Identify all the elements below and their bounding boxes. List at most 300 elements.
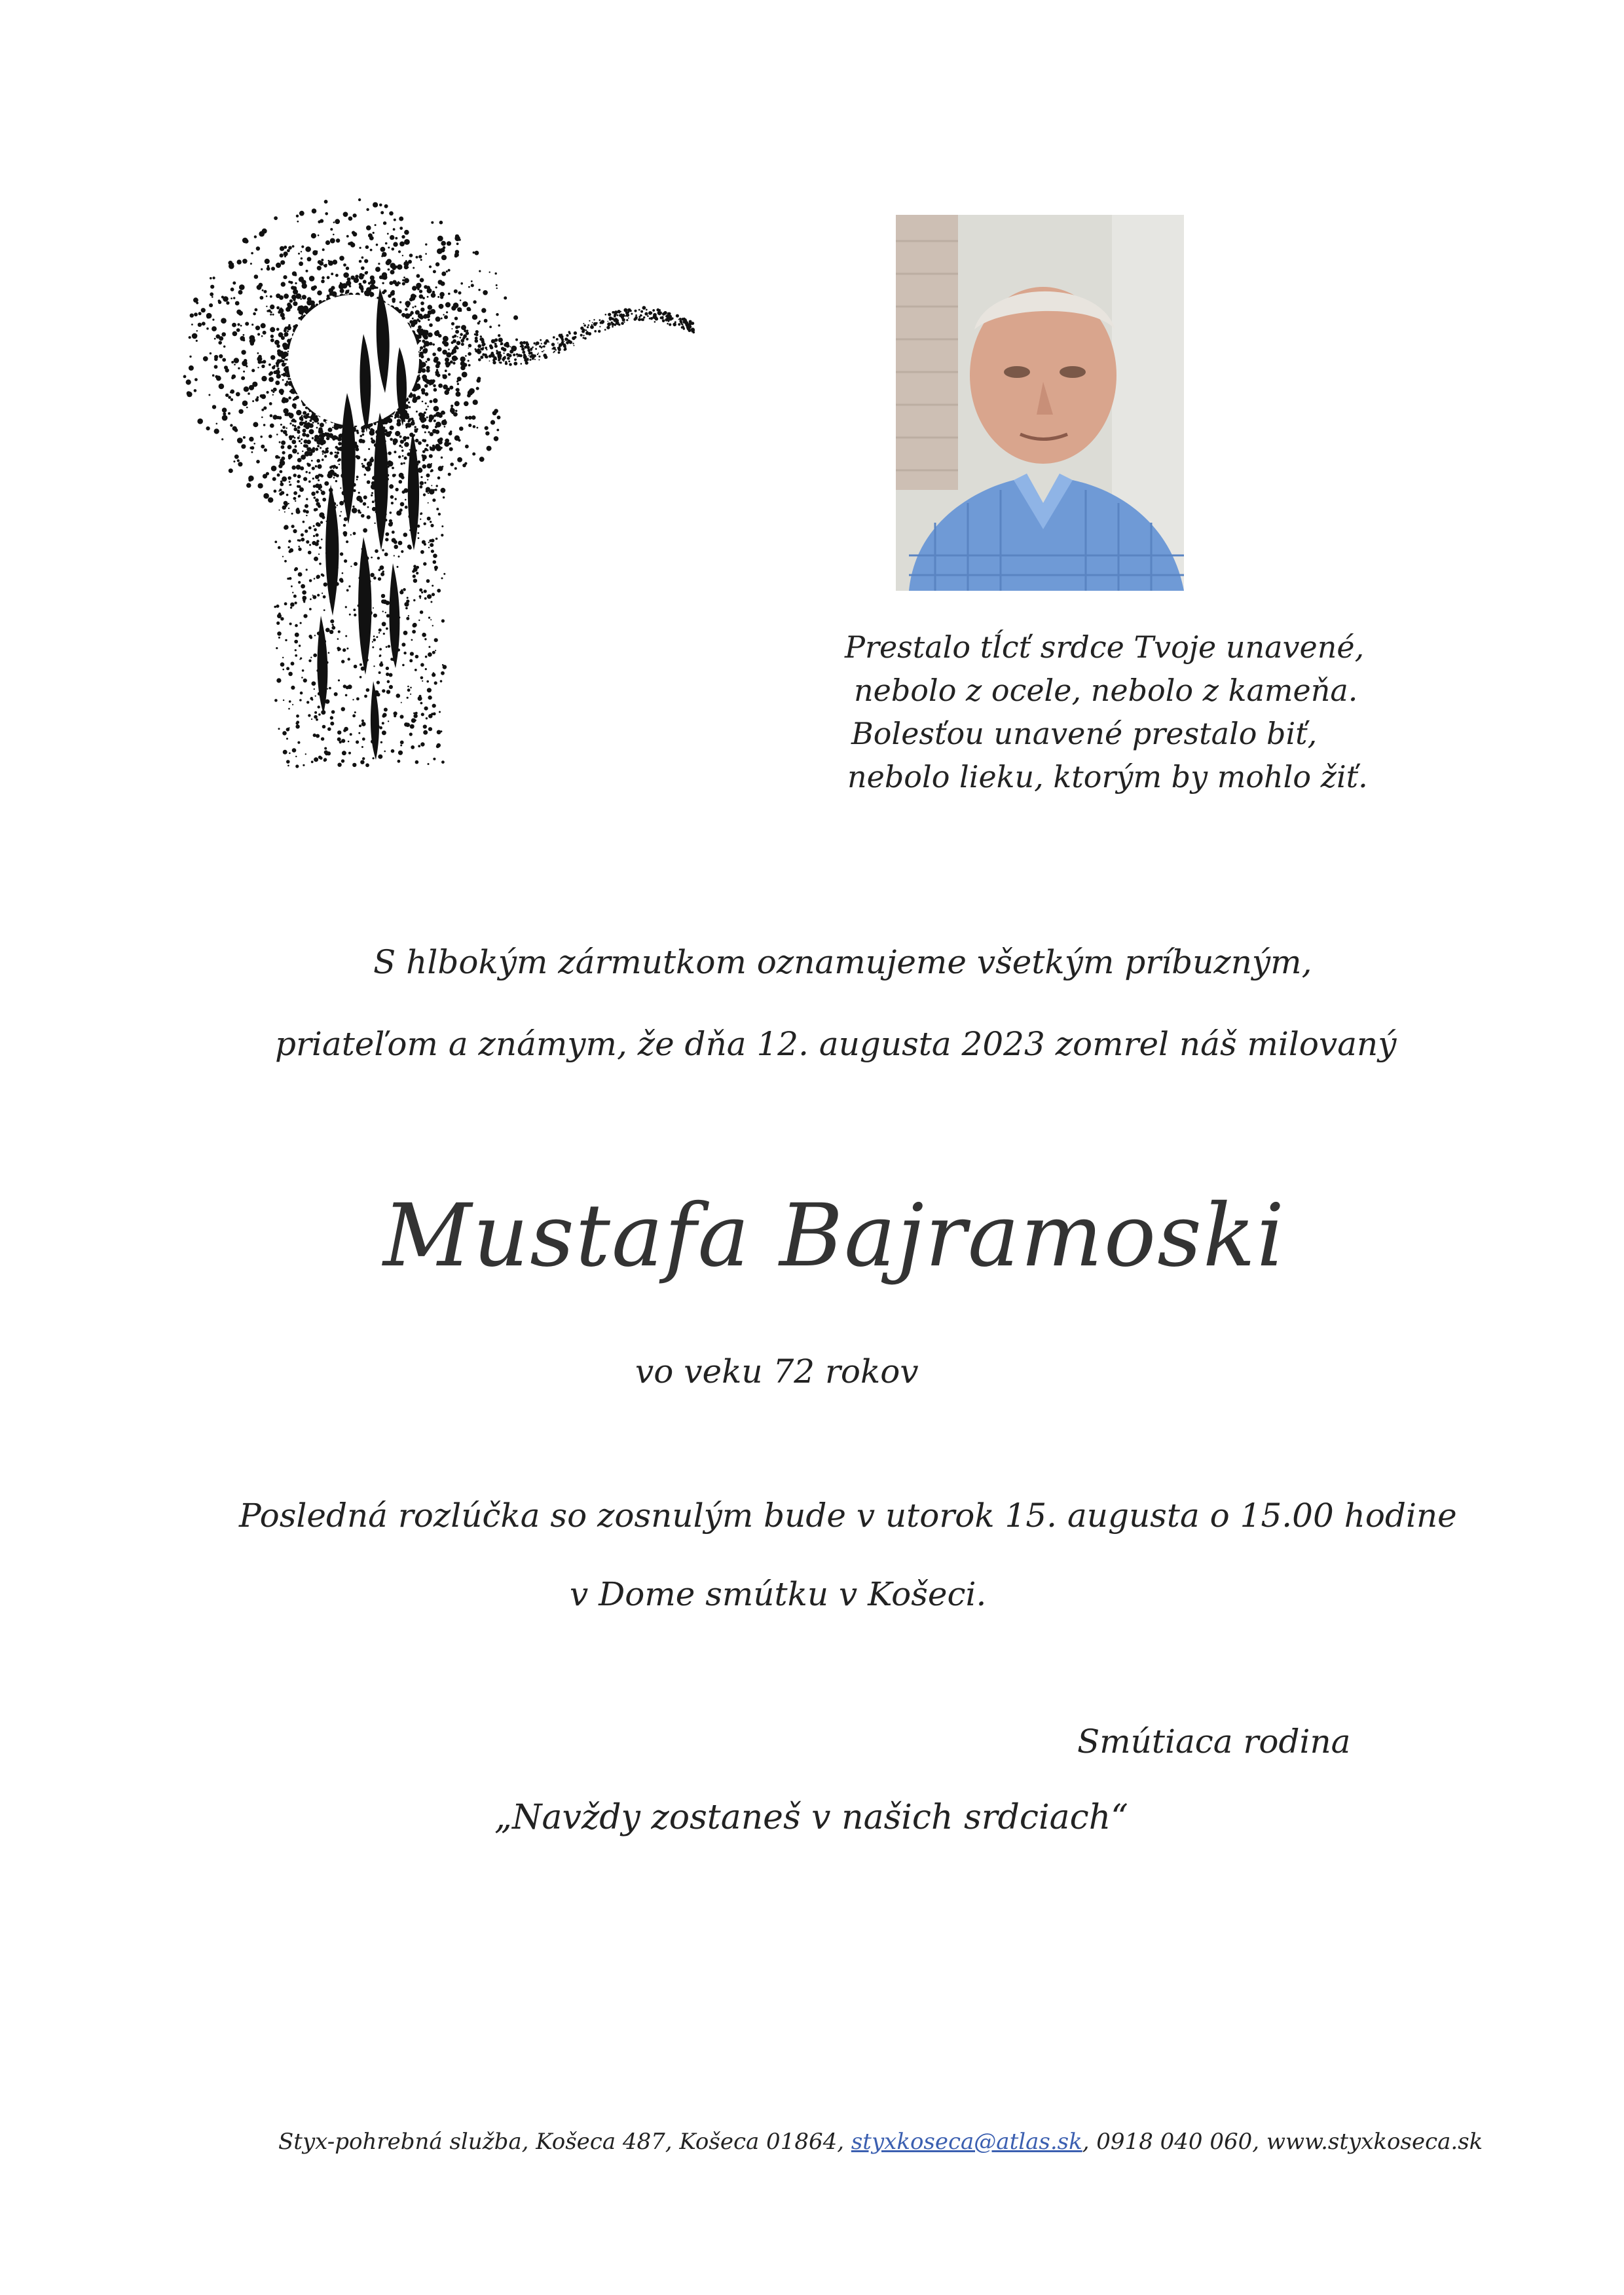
stipple-dot xyxy=(415,439,419,443)
footer-email-link[interactable]: styxkoseca@atlas.sk xyxy=(851,2129,1082,2155)
stipple-dot xyxy=(282,352,285,355)
stipple-dot xyxy=(292,704,293,705)
stipple-dot xyxy=(340,552,343,555)
stipple-dot xyxy=(280,246,284,251)
stipple-dot xyxy=(536,341,540,345)
stipple-dot xyxy=(289,481,291,483)
stipple-dot xyxy=(221,438,223,440)
stipple-dot xyxy=(311,699,313,701)
stipple-dot xyxy=(324,455,327,458)
stipple-dot xyxy=(214,338,216,340)
stipple-dot xyxy=(270,295,272,298)
stipple-dot xyxy=(232,323,236,327)
stipple-dot xyxy=(432,651,435,654)
stipple-dot xyxy=(331,710,335,714)
stipple-dot xyxy=(389,212,394,216)
stipple-dot xyxy=(407,597,409,599)
stipple-dot xyxy=(388,460,392,464)
stipple-dot xyxy=(504,356,506,358)
stipple-dot xyxy=(274,541,277,544)
stipple-dot xyxy=(286,737,288,739)
stipple-dot xyxy=(431,469,434,472)
stipple-dot xyxy=(434,420,436,422)
announcement-line: priateľom a známym, že dňa 12. augusta 2023 zomrel náš milovaný xyxy=(275,1025,1397,1063)
stipple-dot xyxy=(354,665,358,669)
stipple-dot xyxy=(447,362,451,366)
stipple-dot xyxy=(648,311,652,315)
stipple-dot xyxy=(436,369,438,371)
stipple-dot xyxy=(291,686,295,690)
stipple-dot xyxy=(281,445,285,449)
stipple-dot xyxy=(288,457,291,459)
stipple-dot xyxy=(405,308,408,311)
stipple-dot xyxy=(426,366,430,370)
stipple-dot xyxy=(308,416,310,418)
stipple-dot xyxy=(425,244,427,246)
stipple-dot xyxy=(363,528,367,532)
stipple-dot xyxy=(287,330,289,332)
stipple-dot xyxy=(312,477,314,479)
stipple-dot xyxy=(296,715,299,718)
stipple-dot xyxy=(237,259,242,264)
stipple-dot xyxy=(352,699,354,700)
stipple-dot xyxy=(277,349,281,353)
stipple-dot xyxy=(485,346,487,349)
stipple-dot xyxy=(332,624,334,625)
stipple-dot xyxy=(375,224,377,226)
stipple-dot xyxy=(665,315,668,318)
stipple-dot xyxy=(391,749,395,753)
stipple-dot xyxy=(327,295,330,298)
stipple-dot xyxy=(202,322,206,326)
stipple-dot xyxy=(346,686,349,689)
stipple-dot xyxy=(282,318,284,319)
stipple-dot xyxy=(683,327,684,328)
stipple-dot xyxy=(333,477,335,479)
stipple-dot xyxy=(434,430,436,432)
stipple-dot xyxy=(346,648,348,650)
stipple-dot xyxy=(287,249,290,252)
stipple-dot xyxy=(427,449,429,451)
stipple-dot xyxy=(479,350,482,353)
stipple-dot xyxy=(288,246,292,250)
stipple-dot xyxy=(335,274,339,277)
stipple-dot xyxy=(456,242,459,245)
stipple-dot xyxy=(509,346,511,347)
stipple-dot xyxy=(295,282,297,284)
stipple-dot xyxy=(468,344,471,347)
stipple-dot xyxy=(308,480,311,483)
stipple-dot xyxy=(276,678,281,682)
stipple-dot xyxy=(415,310,420,314)
stipple-dot xyxy=(318,713,321,716)
stipple-dot xyxy=(305,420,307,422)
stipple-dot xyxy=(245,322,249,326)
stipple-dot xyxy=(457,307,462,312)
stipple-dot xyxy=(426,444,428,447)
stipple-dot xyxy=(397,265,402,270)
stipple-dot xyxy=(430,619,432,620)
stipple-dot xyxy=(314,435,319,439)
stipple-dot xyxy=(280,260,285,265)
stipple-dot xyxy=(337,638,339,640)
stipple-dot xyxy=(196,340,198,342)
stipple-dot xyxy=(278,416,282,419)
stipple-dot xyxy=(377,693,380,697)
stipple-dot xyxy=(276,647,278,649)
stipple-dot xyxy=(335,480,337,482)
stipple-dot xyxy=(253,312,256,316)
stipple-dot xyxy=(599,319,601,321)
stipple-dot xyxy=(432,343,435,346)
stipple-dot xyxy=(249,437,253,441)
stipple-dot xyxy=(197,419,203,424)
stipple-dot xyxy=(315,696,316,697)
stipple-dot xyxy=(318,553,320,555)
stipple-dot xyxy=(374,286,377,289)
stipple-dot xyxy=(437,449,439,451)
stipple-dot xyxy=(286,728,290,732)
stipple-dot xyxy=(426,417,428,419)
stipple-dot xyxy=(332,427,333,428)
stipple-dot xyxy=(394,417,396,419)
stipple-dot xyxy=(320,422,324,427)
stipple-dot xyxy=(361,256,364,259)
stipple-dot xyxy=(296,293,302,299)
stipple-dot xyxy=(439,221,443,225)
stipple-dot xyxy=(652,309,655,312)
stipple-dot xyxy=(394,715,396,717)
stipple-dot xyxy=(345,606,347,608)
stipple-dot xyxy=(311,492,316,496)
stipple-dot xyxy=(233,460,235,462)
stipple-dot xyxy=(299,261,303,266)
stipple-dot xyxy=(385,242,388,245)
stipple-dot xyxy=(436,361,441,365)
stipple-dot xyxy=(561,339,564,341)
stipple-dot xyxy=(635,316,638,320)
stipple-dot xyxy=(393,228,396,231)
stipple-dot xyxy=(394,219,396,221)
stipple-dot xyxy=(621,322,624,325)
stipple-dot xyxy=(410,687,412,689)
stipple-dot xyxy=(405,499,407,501)
stipple-dot xyxy=(316,734,320,738)
stipple-dot xyxy=(449,443,451,445)
stipple-dot xyxy=(284,512,286,513)
stipple-dot xyxy=(212,296,213,298)
stipple-dot xyxy=(585,329,587,331)
stipple-dot xyxy=(404,602,409,606)
stipple-dot xyxy=(360,287,361,288)
stipple-dot xyxy=(556,338,559,341)
stipple-dot xyxy=(301,257,303,259)
stipple-dot xyxy=(392,474,396,477)
stipple-dot xyxy=(513,362,517,365)
stipple-dot xyxy=(423,493,426,496)
stipple-dot xyxy=(390,270,395,274)
stipple-dot xyxy=(360,663,362,666)
stipple-dot xyxy=(558,351,559,352)
stipple-dot xyxy=(441,318,443,320)
stipple-dot xyxy=(418,468,422,472)
stipple-dot xyxy=(431,221,434,224)
stipple-dot xyxy=(498,334,500,337)
stipple-dot xyxy=(587,326,589,328)
stipple-dot xyxy=(430,521,432,523)
stipple-dot xyxy=(445,302,451,307)
stipple-dot xyxy=(416,274,420,278)
stipple-dot xyxy=(255,398,259,401)
stipple-dot xyxy=(302,433,306,437)
stipple-dot xyxy=(372,459,374,461)
stipple-dot xyxy=(319,546,322,549)
stipple-dot xyxy=(346,540,348,543)
stipple-dot xyxy=(373,757,375,759)
stipple-dot xyxy=(529,359,531,361)
stipple-dot xyxy=(439,304,444,309)
stipple-dot xyxy=(364,474,366,476)
stipple-dot xyxy=(360,499,363,503)
stipple-dot xyxy=(280,424,282,426)
stipple-dot xyxy=(379,663,383,667)
stipple-dot xyxy=(301,438,303,440)
stipple-dot xyxy=(415,305,416,307)
stipple-dot xyxy=(399,590,403,594)
stipple-dot xyxy=(442,466,444,468)
stipple-dot xyxy=(583,324,586,327)
stipple-dot xyxy=(267,267,270,271)
stipple-dot xyxy=(390,438,393,441)
ornament-stipple xyxy=(183,198,695,768)
stipple-dot xyxy=(209,303,213,307)
stipple-dot xyxy=(402,279,404,281)
stipple-dot xyxy=(438,384,443,388)
stipple-dot xyxy=(458,238,460,240)
stipple-dot xyxy=(266,306,267,307)
stipple-dot xyxy=(251,369,255,372)
stipple-dot xyxy=(325,212,328,215)
stipple-dot xyxy=(419,294,424,299)
stipple-dot xyxy=(289,422,291,424)
stipple-dot xyxy=(483,290,488,295)
stipple-dot xyxy=(471,415,476,420)
stipple-dot xyxy=(650,317,653,320)
stipple-dot xyxy=(541,343,542,345)
stipple-dot xyxy=(302,669,304,672)
stipple-dot xyxy=(293,529,297,533)
stipple-dot xyxy=(318,504,321,508)
stipple-dot xyxy=(186,379,191,384)
stipple-dot xyxy=(291,295,297,300)
stipple-dot xyxy=(424,523,426,525)
stipple-dot xyxy=(373,576,377,580)
stipple-dot xyxy=(274,340,280,345)
stipple-dot xyxy=(290,606,292,608)
stipple-dot xyxy=(289,753,291,755)
stipple-dot xyxy=(411,421,415,426)
stipple-dot xyxy=(303,614,307,618)
stipple-dot xyxy=(431,550,434,553)
stipple-dot xyxy=(395,498,397,500)
stipple-dot xyxy=(693,329,695,331)
stipple-dot xyxy=(226,301,229,305)
stipple-dot xyxy=(465,445,469,449)
stipple-dot xyxy=(373,607,374,608)
stipple-dot xyxy=(483,343,485,345)
stipple-dot xyxy=(592,322,593,324)
stipple-dot xyxy=(542,351,544,352)
stipple-dot xyxy=(281,336,285,340)
stipple-dot xyxy=(386,614,390,618)
stipple-dot xyxy=(397,432,400,435)
stipple-dot xyxy=(398,555,400,557)
stipple-dot xyxy=(614,315,616,317)
stipple-dot xyxy=(386,673,389,676)
stipple-dot xyxy=(502,358,505,361)
stipple-dot xyxy=(231,390,235,394)
stipple-dot xyxy=(358,198,361,201)
stipple-dot xyxy=(427,517,431,521)
stipple-dot xyxy=(350,733,352,736)
stipple-dot xyxy=(468,416,472,420)
stipple-dot xyxy=(285,382,288,386)
stipple-dot xyxy=(373,232,375,234)
stipple-dot xyxy=(284,359,286,361)
stipple-dot xyxy=(380,572,384,576)
stipple-dot xyxy=(405,301,411,307)
stipple-dot xyxy=(340,283,343,286)
stipple-dot xyxy=(314,715,318,719)
stipple-dot xyxy=(293,595,297,598)
stipple-dot xyxy=(480,335,482,337)
stipple-dot xyxy=(401,702,402,703)
stipple-dot xyxy=(297,741,300,744)
stipple-dot xyxy=(390,512,392,514)
stipple-dot xyxy=(299,540,301,542)
stipple-dot xyxy=(553,336,555,339)
stipple-dot xyxy=(325,422,327,424)
stipple-dot xyxy=(189,365,194,371)
stipple-dot xyxy=(288,672,293,677)
stipple-dot xyxy=(380,755,381,756)
stipple-dot xyxy=(314,757,318,762)
stipple-dot xyxy=(311,760,314,763)
stipple-dot xyxy=(295,445,297,448)
stipple-dot xyxy=(295,649,297,651)
stipple-dot xyxy=(461,325,466,330)
stipple-dot xyxy=(408,546,412,550)
stipple-dot xyxy=(656,318,658,320)
stipple-dot xyxy=(341,759,344,762)
stipple-dot xyxy=(373,635,375,637)
stipple-dot xyxy=(335,219,340,224)
footer-contact xyxy=(278,2129,1483,2155)
stipple-dot xyxy=(496,352,499,355)
stipple-dot xyxy=(312,681,316,686)
stipple-dot xyxy=(285,639,287,641)
stipple-dot xyxy=(473,300,476,303)
stipple-dot xyxy=(440,680,443,682)
stipple-dot xyxy=(313,535,315,537)
stipple-dot xyxy=(609,318,612,321)
stipple-dot xyxy=(281,374,283,376)
stipple-dot xyxy=(434,446,437,449)
stipple-dot xyxy=(294,640,298,644)
stipple-dot xyxy=(464,329,466,332)
stipple-dot xyxy=(424,707,428,711)
stipple-dot xyxy=(427,594,432,599)
stipple-dot xyxy=(324,265,327,268)
stipple-dot xyxy=(464,401,469,407)
stipple-dot xyxy=(402,455,404,457)
stipple-dot xyxy=(369,428,370,430)
stipple-dot xyxy=(340,289,344,293)
stipple-dot xyxy=(361,430,365,433)
stipple-dot xyxy=(386,627,388,630)
stipple-dot xyxy=(640,314,642,316)
stipple-dot xyxy=(557,347,559,348)
stipple-dot xyxy=(424,432,426,434)
stipple-dot xyxy=(280,481,283,483)
stipple-dot xyxy=(244,239,249,244)
stipple-dot xyxy=(458,291,462,295)
stipple-dot xyxy=(420,476,422,478)
stipple-dot xyxy=(428,696,432,700)
stipple-dot xyxy=(206,327,209,330)
stipple-dot xyxy=(479,270,481,272)
stipple-dot xyxy=(451,405,453,407)
stipple-dot xyxy=(413,624,416,627)
stipple-dot xyxy=(246,407,248,409)
stipple-dot xyxy=(463,363,467,367)
stipple-dot xyxy=(291,436,293,438)
stipple-dot xyxy=(403,588,406,591)
stipple-dot xyxy=(477,345,481,348)
stipple-dot xyxy=(404,442,409,447)
stipple-dot xyxy=(310,599,312,601)
stipple-dot xyxy=(330,228,333,231)
stipple-dot xyxy=(610,322,613,324)
stipple-dot xyxy=(221,318,227,324)
stipple-dot xyxy=(237,459,240,462)
stipple-dot xyxy=(335,451,337,453)
stipple-dot xyxy=(293,497,297,500)
stipple-dot xyxy=(286,381,289,383)
stipple-dot xyxy=(298,548,301,551)
stipple-dot xyxy=(194,378,198,381)
stipple-dot xyxy=(315,475,320,479)
stipple-dot xyxy=(389,281,393,285)
stipple-dot xyxy=(420,315,424,319)
stipple-dot xyxy=(468,424,471,427)
stipple-dot xyxy=(434,406,439,412)
stipple-dot xyxy=(616,320,619,322)
stipple-dot xyxy=(406,617,409,620)
stipple-dot xyxy=(409,659,413,662)
stipple-dot xyxy=(460,337,462,339)
stipple-dot xyxy=(424,335,428,339)
stipple-dot xyxy=(277,367,279,369)
stipple-dot xyxy=(425,656,428,658)
stipple-dot xyxy=(208,394,210,396)
stipple-dot xyxy=(232,331,238,337)
stipple-dot xyxy=(265,496,267,498)
stipple-dot xyxy=(287,476,291,480)
stipple-dot xyxy=(316,718,318,721)
stipple-dot xyxy=(183,375,187,379)
stipple-dot xyxy=(561,333,563,335)
